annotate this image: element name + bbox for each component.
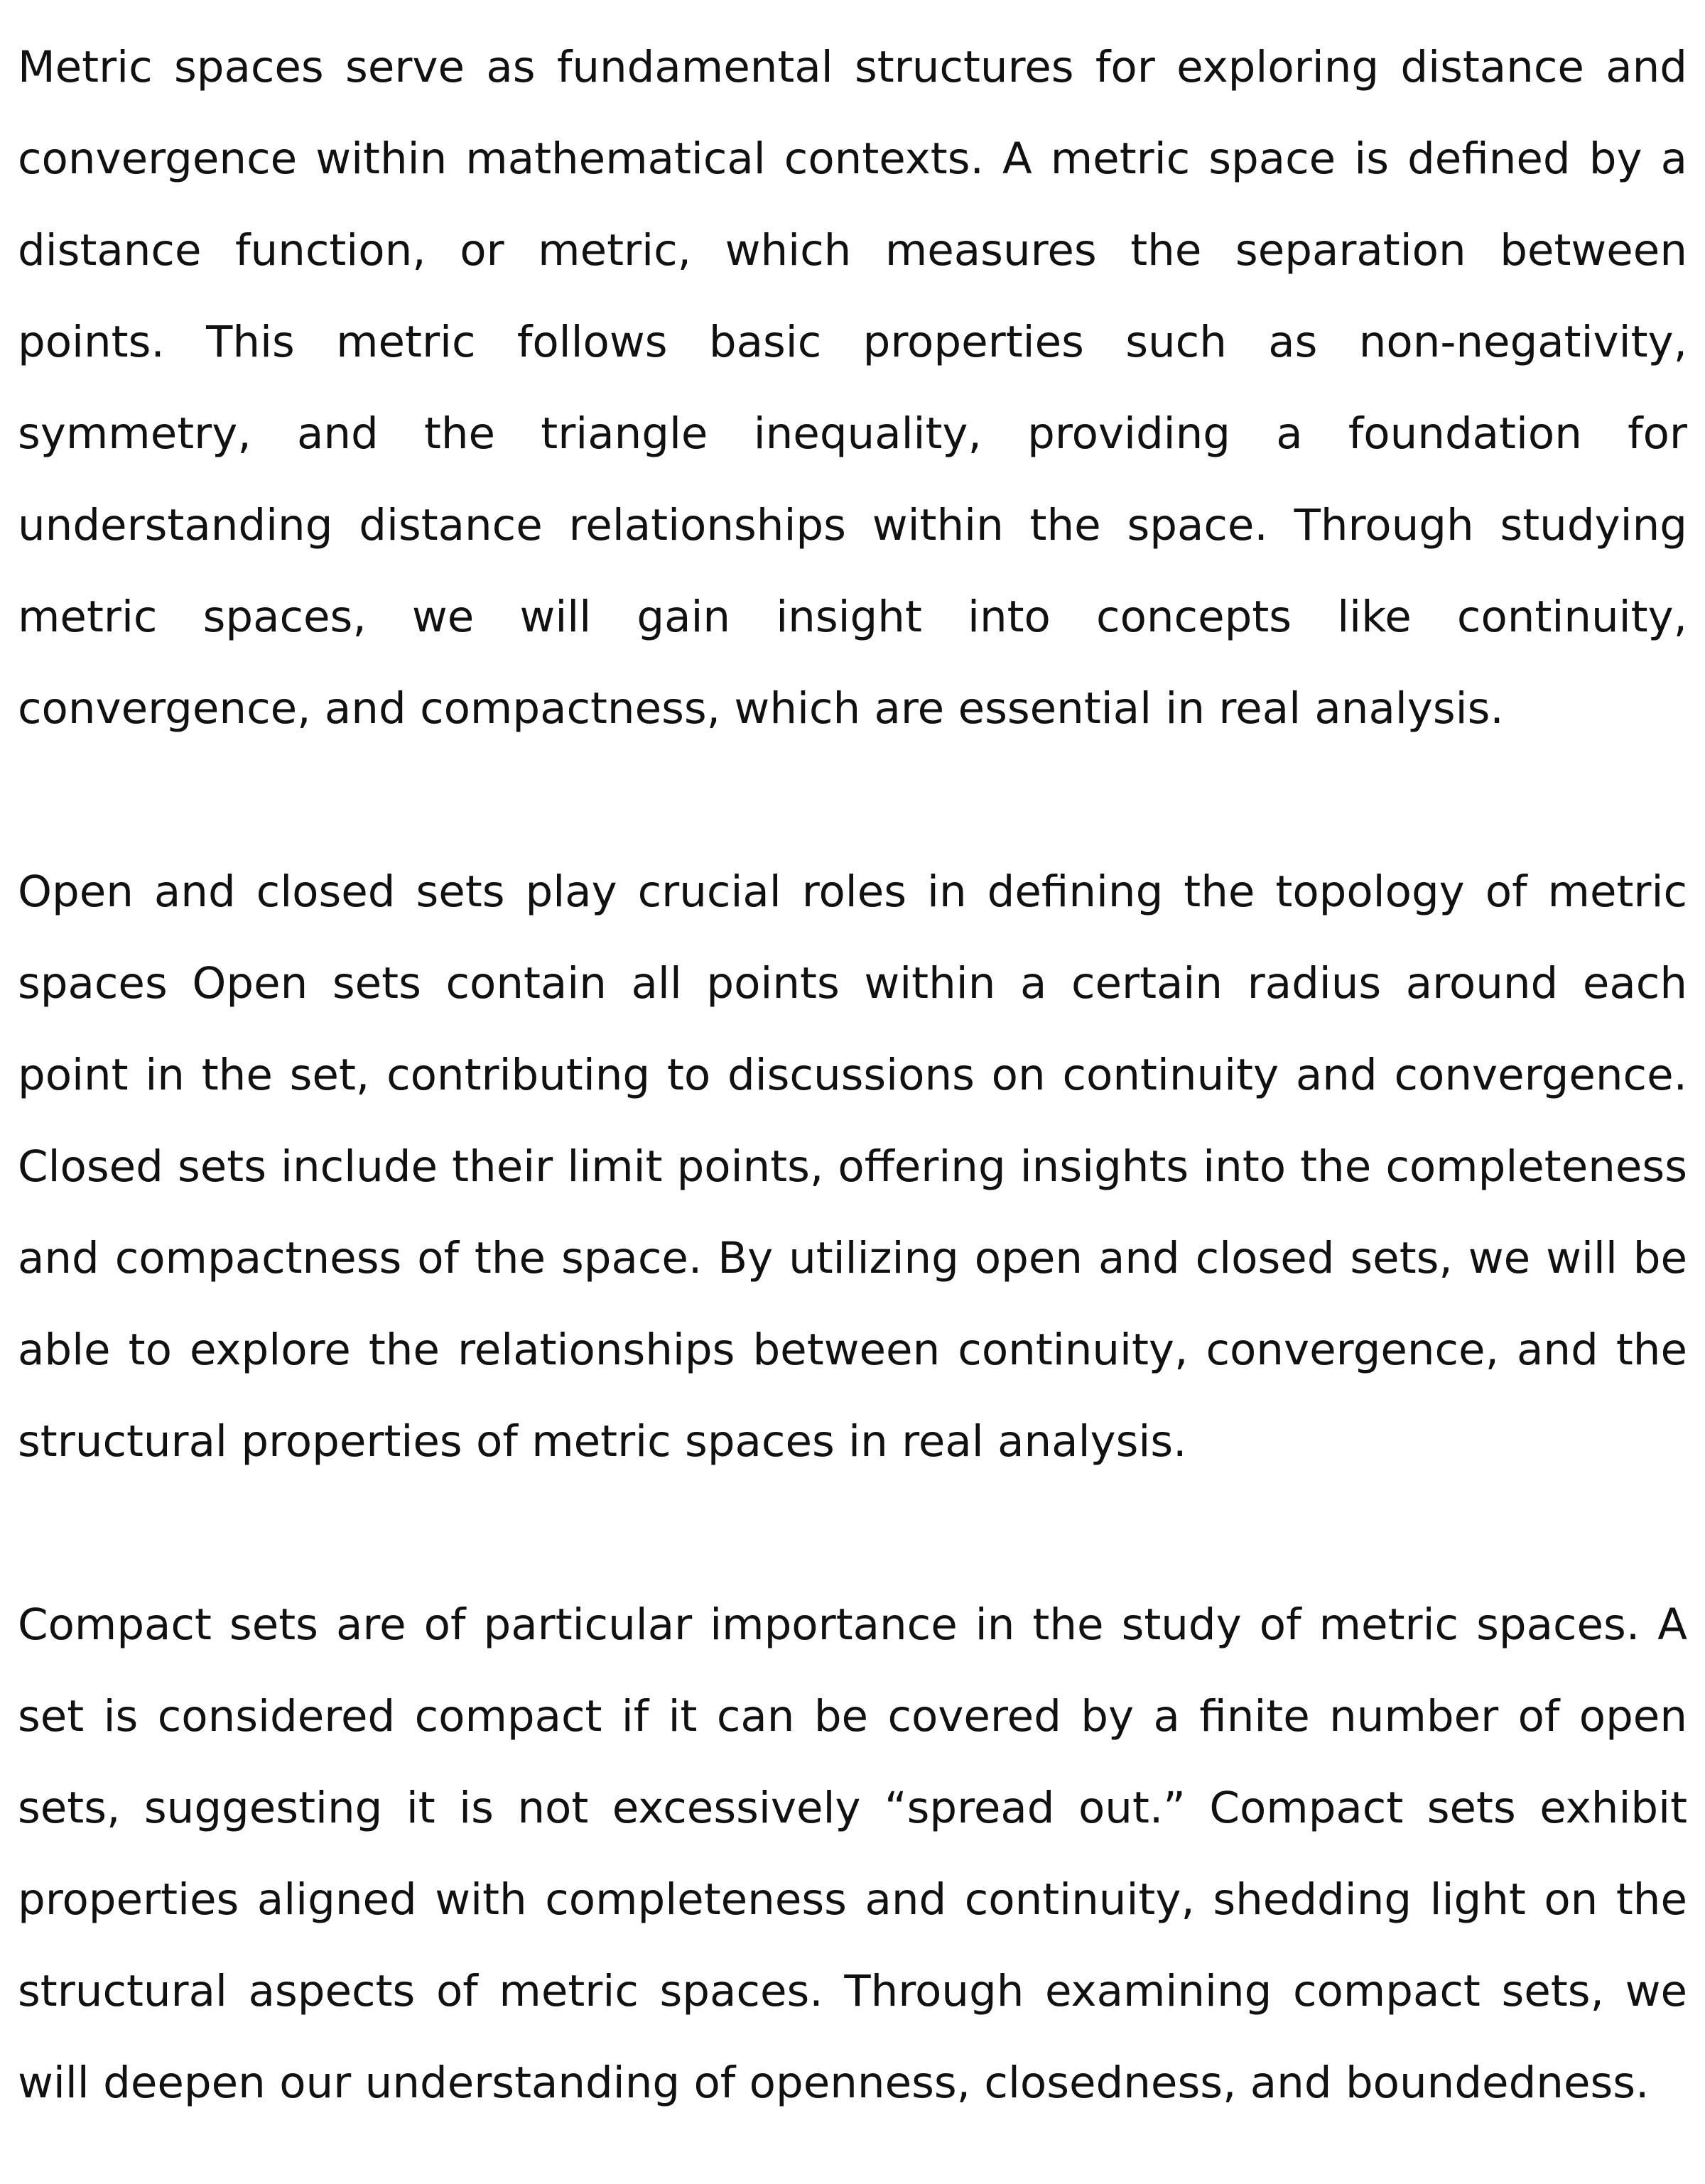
paragraph-compact-sets: Compact sets are of particular importance in the study of metric spaces. A set is considered compact if it can be covered by a finite number of open sets, suggesting it is not excessively “spread out.” Compact sets exhibit properties aligned with completeness and continuity, shedding light on the structural aspects of metric spaces. Through examining compact sets, we will deepen our understanding of openness, closedness, and boundedness. xyxy=(18,1599,1687,2108)
paragraph-open-closed-sets: Open and closed sets play crucial roles in defining the topology of metric spaces Open sets contain all points within a certain radius around each point in the set, contributing to discussions on continuity and convergence. Closed sets include their limit points, offering insights into the completeness and compactness of the space. By utilizing open and closed sets, we will be able to explore the relationships between continuity, convergence, and the structural properties of metric spaces in real analysis. xyxy=(18,866,1687,1467)
paragraph-metric-spaces: Metric spaces serve as fundamental structures for exploring distance and convergence within mathematical contexts. A metric space is defined by a distance function, or metric, which measures the separation between points. This metric follows basic properties such as non-negativity, symmetry, and the triangle inequality, providing a foundation for understanding distance relationships within the space. Through studying metric spaces, we will gain insight into concepts like continuity, convergence, and compactness, which are essential in real analysis. xyxy=(18,42,1687,734)
document-body xyxy=(18,21,1687,2129)
